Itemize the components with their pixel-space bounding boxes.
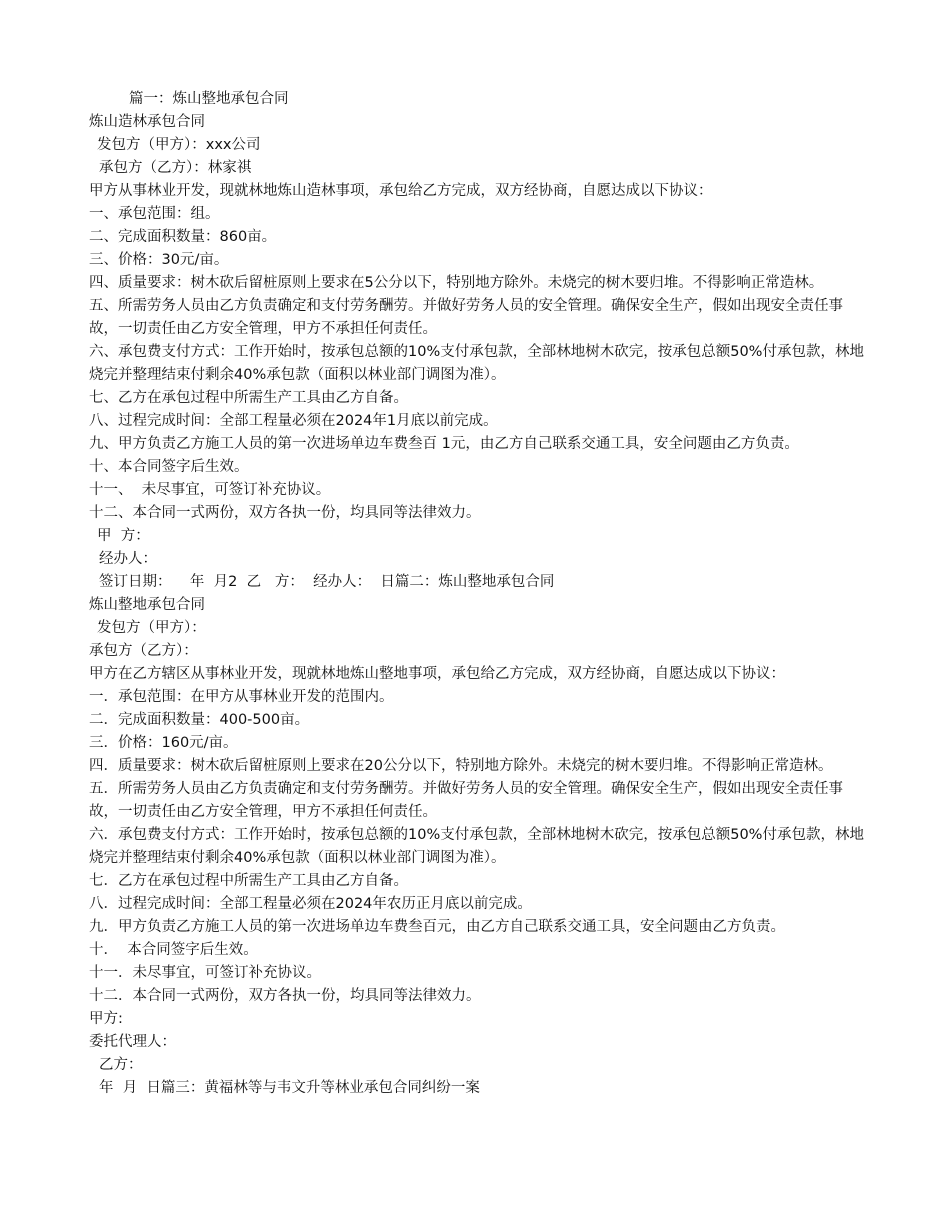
document-line: 签订日期： 年 月2 乙 方： 经办人： 日篇二：炼山整地承包合同 [99, 574, 555, 590]
document-line: 七、乙方在承包过程中所需生产工具由乙方自备。 [89, 390, 408, 406]
document-line: 经办人： [99, 551, 157, 567]
document-line: 二．完成面积数量：400-500亩。 [89, 712, 310, 728]
document-line: 七．乙方在承包过程中所需生产工具由乙方自备。 [89, 873, 408, 889]
document-line: 甲方: [89, 1011, 123, 1027]
document-line: 一．承包范围：在甲方从事林业开发的范围内。 [89, 689, 394, 705]
document-line: 篇一：炼山整地承包合同 [129, 91, 289, 107]
document-line: 甲方从事林业开发，现就林地炼山造林事项，承包给乙方完成，双方经协商，自愿达成以下协议： [89, 183, 713, 199]
document-line: 一、承包范围：组。 [89, 206, 220, 222]
document-line: 十． 本合同签字后生效。 [89, 942, 258, 958]
document-line: 承包方（乙方）： [89, 643, 198, 659]
document-line: 四．质量要求：树木砍后留桩原则上要求在20公分以下，特别地方除外。未烧完的树木要归堆。不得影响正常造林。 [89, 758, 833, 774]
document-line: 委托代理人： [89, 1034, 176, 1050]
document-line: 十二、本合同一式两份，双方各执一份，均具同等法律效力。 [89, 505, 481, 521]
document-line: 八．过程完成时间：全部工程量必须在2024年农历正月底以前完成。 [89, 896, 532, 912]
document-line: 三、价格：30元/亩。 [89, 252, 229, 268]
document-line: 三．价格：160元/亩。 [89, 735, 238, 751]
document-line: 十一．未尽事宜，可签订补充协议。 [89, 965, 321, 981]
document-line: 九、甲方负责乙方施工人员的第一次进场单边车费叁百 1元，由乙方自己联系交通工具，安全问题由乙方负责。 [89, 436, 799, 452]
document-line: 发包方（甲方）：xxx公司 [97, 137, 261, 153]
document-line: 十二．本合同一式两份，双方各执一份，均具同等法律效力。 [89, 988, 481, 1004]
document-line: 十一、 未尽事宜，可签订补充协议。 [89, 482, 331, 498]
document-line: 二、完成面积数量：860亩。 [89, 229, 277, 245]
document-line: 发包方（甲方）： [97, 620, 206, 636]
document-body [89, 88, 869, 1100]
document-line: 十、本合同签字后生效。 [89, 459, 249, 475]
document-line: 承包方（乙方）：林家祺 [99, 160, 252, 176]
document-line: 甲方在乙方辖区从事林业开发，现就林地炼山整地事项，承包给乙方完成，双方经协商，自愿达成以下协议： [89, 666, 785, 682]
document-line: 五．所需劳务人员由乙方负责确定和支付劳务酬劳。并做好劳务人员的安全管理。确保安全生产，假如出现安全责任事故，一切责任由乙方安全管理，甲方不承担任何责任。 [89, 781, 843, 820]
document-line: 九．甲方负责乙方施工人员的第一次进场单边车费叁百元，由乙方自己联系交通工具，安全问题由乙方负责。 [89, 919, 785, 935]
document-line: 甲 方： [97, 528, 150, 544]
document-line: 八、过程完成时间：全部工程量必须在2024年1月底以前完成。 [89, 413, 498, 429]
document-line: 五、所需劳务人员由乙方负责确定和支付劳务酬劳。并做好劳务人员的安全管理。确保安全生产，假如出现安全责任事故，一切责任由乙方安全管理，甲方不承担任何责任。 [89, 298, 843, 337]
document-line: 年 月 日篇三：黄福林等与韦文升等林业承包合同纠纷一案 [99, 1080, 480, 1096]
document-line: 炼山整地承包合同 [89, 597, 205, 613]
document-line: 四、质量要求：树木砍后留桩原则上要求在5公分以下，特别地方除外。未烧完的树木要归堆。不得影响正常造林。 [89, 275, 824, 291]
document-line: 六．承包费支付方式：工作开始时，按承包总额的10%支付承包款，全部林地树木砍完，按承包总额50%付承包款，林地烧完并整理结束付剩余40%承包款（面积以林业部门调图为准）。 [89, 827, 864, 866]
document-line: 乙方： [99, 1057, 143, 1073]
document-line: 炼山造林承包合同 [89, 114, 205, 130]
document-line: 六、承包费支付方式：工作开始时，按承包总额的10%支付承包款，全部林地树木砍完，按承包总额50%付承包款，林地烧完并整理结束付剩余40%承包款（面积以林业部门调图为准）。 [89, 344, 864, 383]
